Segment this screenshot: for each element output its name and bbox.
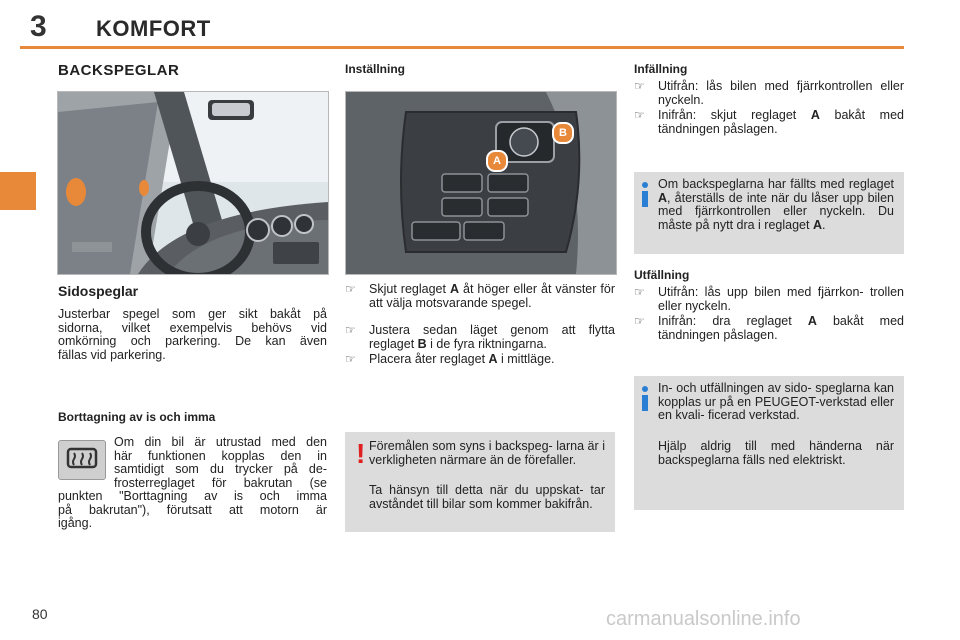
list-item [634,109,904,137]
adjustment-title: Inställning [345,62,405,76]
text-line: igång. [58,516,93,531]
warning-icon: ! [356,438,366,469]
pointing-hand-icon: ☞ [345,352,356,366]
callout-b: B [552,122,574,144]
text-line: frosterreglaget för bakrutan (se [114,475,327,490]
pointing-hand-icon: ☞ [634,314,645,328]
chapter-number: 3 [30,10,47,43]
warning-text-2: Ta hänsyn till detta när du uppskat- tar avståndet till bilar som kommer bakifrån. [369,483,605,511]
info-box-disable [634,376,904,510]
defrost-title: Borttagning av is och imma [58,410,216,424]
list-item-text: Inifrån: skjut reglaget A bakåt med tändningen påslagen. [658,108,904,136]
info-text-disable-1: In- och utfällningen av sido- speglarna kan kopplas ur på en PEUGEOT-verkstad eller en kvali- ficerad verkstad. [658,381,894,423]
warning-box [345,432,615,532]
text-line: Justerbar spegel som ger sikt bakåt på [58,307,327,321]
list-item [634,286,904,314]
list-item [345,324,615,352]
pointing-hand-icon: ☞ [345,323,356,337]
text-line: omkörning och parkering. De kan även [58,334,327,349]
intro-paragraph [58,308,327,362]
chapter-tab [0,172,36,210]
info-box-fold [634,172,904,254]
list-item [634,315,904,343]
chapter-title: KOMFORT [96,16,211,41]
warning-text-1: Föremålen som syns i backspeg- larna är i verkligheten närmare än de förefaller. [369,439,605,467]
list-item [345,353,615,369]
text-line: sidorna, vilket exempelvis behövs vid [58,320,327,335]
text-line: samtidigt som du trycker på de- [114,462,327,477]
list-item-text: Placera åter reglaget A i mittläge. [369,352,555,366]
list-item-text: Justera sedan läget genom att flytta reglaget B i de fyra riktningarna. [369,323,615,351]
list-item [634,80,904,108]
list-item-text: Utifrån: lås upp bilen med fjärrkon- trollen eller nyckeln. [658,285,904,313]
subtitle-side-mirrors: Sidospeglar [58,283,139,299]
text-line: här funktionen kopplas den in [114,448,327,463]
callout-a: A [486,150,508,172]
text-line: punkten "Borttagning av is och imma [58,489,327,503]
watermark: carmanualsonline.info [606,608,801,630]
fold-title: Infällning [634,62,688,76]
text-line: Om din bil är utrustad med den [114,435,327,449]
info-text-disable-2: Hjälp aldrig till med händerna när backspeglarna fälls ned elektriskt. [658,439,894,467]
list-item-text: Utifrån: lås bilen med fjärrkontrollen eller nyckeln. [658,79,904,107]
list-item [345,283,615,325]
pointing-hand-icon: ☞ [345,282,356,296]
list-item-text: Inifrån: dra reglaget A bakåt med tändningen påslagen. [658,314,905,342]
info-text-fold: Om backspeglarna har fällts med reglaget A, återställs de inte när du låser upp bilen med fjärrkontrollen eller nyckeln. Du måste på nytt dra i reglaget A. [658,177,894,232]
defrost-paragraph-top [114,436,327,490]
interior-photo [57,91,329,275]
text-line: på bakrutan"), förutsatt att motorn är [58,502,327,517]
defrost-paragraph-bottom [58,490,327,531]
info-icon [642,182,648,207]
info-icon [642,386,648,411]
unfold-title: Utfällning [634,268,690,282]
rear-defrost-icon [58,440,106,480]
text-line: fällas vid parkering. [58,347,166,362]
pointing-hand-icon: ☞ [634,108,645,122]
pointing-hand-icon: ☞ [634,285,645,299]
page-number: 80 [32,606,48,622]
header-rule [20,46,904,49]
section-title: BACKSPEGLAR [58,62,180,79]
mirror-control-photo [345,91,617,275]
pointing-hand-icon: ☞ [634,79,645,93]
list-item-text: Skjut reglaget A åt höger eller åt vänster för att välja motsvarande spegel. [369,282,615,310]
